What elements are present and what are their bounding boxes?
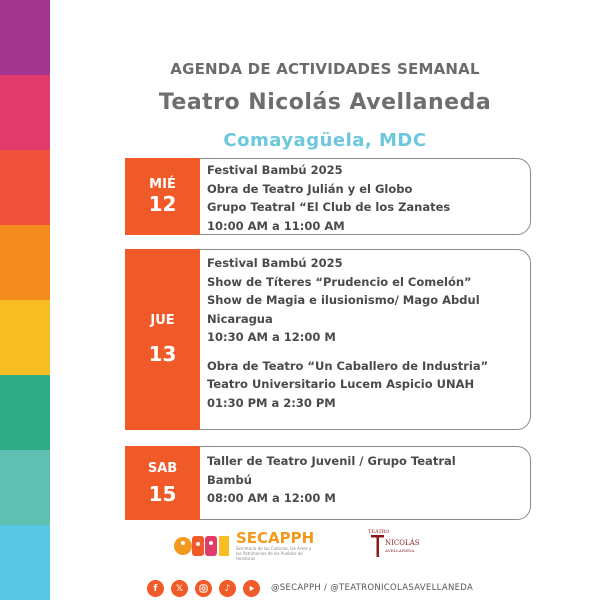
stripe-band-yellow xyxy=(0,300,50,375)
date-tab-sat xyxy=(125,446,200,520)
event-line: Taller de Teatro Juvenil / Grupo Teatral xyxy=(207,454,456,468)
date-tab-wed xyxy=(125,158,200,235)
teatro-name: NICOLÁS xyxy=(385,539,420,547)
city-subtitle: Comayagüela, MDC xyxy=(223,130,427,151)
secapph-logo xyxy=(172,530,314,561)
color-stripe xyxy=(0,0,50,600)
stripe-band-teal xyxy=(0,450,50,525)
event-details-sat xyxy=(207,452,456,508)
event-line: Teatro Universitario Lucem Aspicio UNAH xyxy=(207,377,475,391)
secapph-subtitle: Secretaría de las Culturas, las Artes y los Patrimonios de los Pueblos de Honduras xyxy=(236,546,312,561)
date-number: 13 xyxy=(148,342,177,366)
event-line-spacer xyxy=(207,347,488,357)
teatro-logo xyxy=(368,529,424,559)
date-tab-thu xyxy=(125,249,200,430)
venue-title: Teatro Nicolás Avellaneda xyxy=(158,90,492,115)
event-line: Bambú xyxy=(207,472,252,487)
stripe-band-purple xyxy=(0,0,50,75)
event-line: 08:00 AM a 12:00 M xyxy=(207,491,336,505)
x-icon[interactable]: 𝕏 xyxy=(171,580,188,597)
event-line: 01:30 PM a 2:30 PM xyxy=(207,395,336,410)
stripe-band-green xyxy=(0,375,50,450)
day-label: JUE xyxy=(150,313,175,328)
event-line: Festival Bambú 2025 xyxy=(207,256,343,270)
social-handles: @SECAPPH / @TEATRONICOLASAVELLANEDA xyxy=(271,583,474,593)
facebook-icon[interactable]: f xyxy=(147,580,164,597)
instagram-icon[interactable] xyxy=(195,580,212,597)
secapph-name: SECAPPH xyxy=(236,529,315,547)
date-number: 15 xyxy=(148,481,177,506)
stripe-band-blue xyxy=(0,525,50,600)
event-line: Grupo Teatral “El Club de los Zanates xyxy=(207,200,451,214)
event-line: 10:00 AM a 11:00 AM xyxy=(207,218,345,233)
event-line: 10:30 AM a 12:00 M xyxy=(207,330,336,344)
event-line: Obra de Teatro Julián y el Globo xyxy=(207,181,413,196)
stripe-band-pink xyxy=(0,75,50,150)
stripe-band-red xyxy=(0,150,50,225)
event-line: Festival Bambú 2025 xyxy=(207,163,343,177)
teatro-sub: AVELLANEDA xyxy=(385,548,415,553)
youtube-icon[interactable] xyxy=(243,580,260,597)
agenda-title: AGENDA DE ACTIVIDADES SEMANAL xyxy=(170,60,480,78)
stripe-band-orange xyxy=(0,225,50,300)
teatro-top: TEATRO xyxy=(368,529,390,535)
secapph-mark-icon xyxy=(172,531,232,561)
event-line: Show de Magia e ilusionismo/ Mago Abdul xyxy=(207,293,480,307)
tiktok-icon[interactable]: ♪ xyxy=(219,580,236,597)
event-line: Obra de Teatro “Un Caballero de Industria” xyxy=(207,358,489,373)
event-line: Nicaragua xyxy=(207,311,273,326)
social-icons xyxy=(147,580,260,597)
day-label: MIÉ xyxy=(149,177,176,192)
event-details-thu xyxy=(207,254,488,412)
event-details-wed xyxy=(207,161,450,235)
day-label: SAB xyxy=(147,460,178,476)
date-number: 12 xyxy=(148,192,177,216)
event-line: Show de Títeres “Prudencio el Comelón” xyxy=(207,274,472,289)
